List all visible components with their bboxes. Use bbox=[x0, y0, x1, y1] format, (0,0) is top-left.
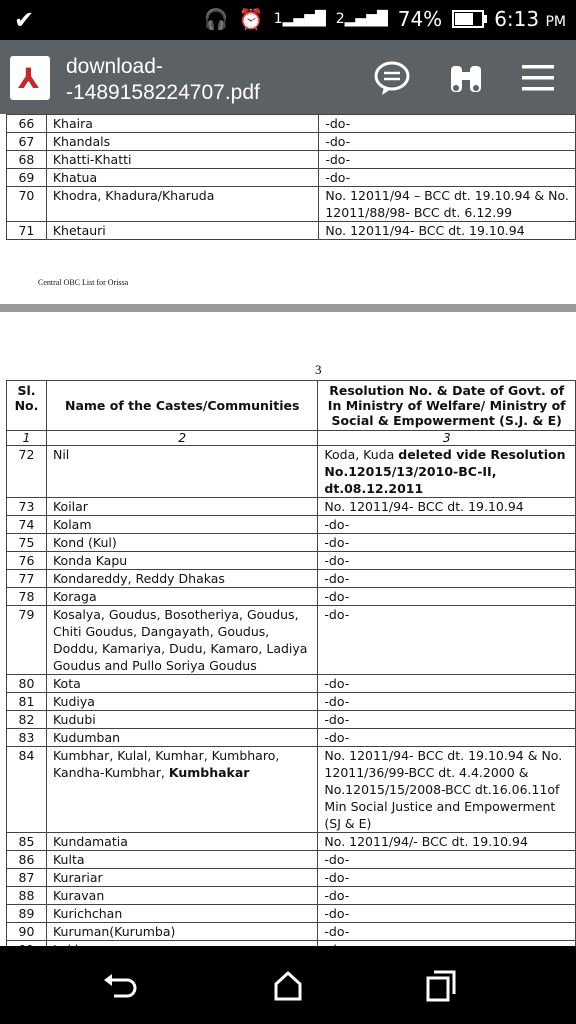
row-number: 80 bbox=[7, 675, 47, 693]
caste-name: Kuruman(Kurumba) bbox=[46, 923, 317, 941]
row-number: 88 bbox=[7, 887, 47, 905]
row-number: 74 bbox=[7, 516, 47, 534]
resolution: -do- bbox=[318, 729, 576, 747]
caste-name: Konda Kapu bbox=[46, 552, 317, 570]
pdf-page bbox=[0, 114, 576, 304]
navigation-bar bbox=[0, 946, 576, 1024]
resolution: -do- bbox=[319, 115, 576, 133]
table-row bbox=[7, 222, 576, 240]
resolution: No. 12011/94- BCC dt. 19.10.94 bbox=[318, 498, 576, 516]
resolution: -do- bbox=[318, 534, 576, 552]
table-row bbox=[7, 851, 576, 869]
document-title: download- -1489158224707.pdf bbox=[66, 55, 260, 104]
row-number: 66 bbox=[7, 115, 47, 133]
table-row bbox=[7, 169, 576, 187]
table-row bbox=[7, 606, 576, 675]
table-row bbox=[7, 498, 576, 516]
signal-sim1-icon: 1▂▄▆█ bbox=[273, 11, 326, 27]
caste-name: Kond (Kul) bbox=[46, 534, 317, 552]
header-resolution: Resolution No. & Date of Govt. of In Ministry of Welfare/ Ministry of Social & Empowerment (S.J. & E) bbox=[318, 381, 576, 431]
row-number: 73 bbox=[7, 498, 47, 516]
caste-name: Koraga bbox=[46, 588, 317, 606]
row-number: 89 bbox=[7, 905, 47, 923]
pdf-file-icon: ⅄ bbox=[10, 56, 50, 100]
resolution: -do- bbox=[318, 887, 576, 905]
resolution: -do- bbox=[319, 133, 576, 151]
headset-icon: 🎧 bbox=[203, 7, 229, 31]
table-row bbox=[7, 693, 576, 711]
caste-name: Nil bbox=[46, 446, 317, 498]
hamburger-menu-icon bbox=[518, 58, 558, 98]
table-row bbox=[7, 115, 576, 133]
status-icons bbox=[204, 7, 566, 31]
table-row bbox=[7, 588, 576, 606]
col-index: 1 bbox=[7, 431, 47, 446]
row-number: 86 bbox=[7, 851, 47, 869]
battery-icon bbox=[452, 10, 484, 28]
table-row bbox=[7, 552, 576, 570]
table-row bbox=[7, 133, 576, 151]
table-row bbox=[7, 516, 576, 534]
column-index-row bbox=[7, 431, 576, 446]
caste-name: Khodra, Khadura/Kharuda bbox=[46, 187, 319, 222]
table-row bbox=[7, 747, 576, 833]
resolution: -do- bbox=[318, 516, 576, 534]
resolution: -do- bbox=[318, 552, 576, 570]
row-number: 83 bbox=[7, 729, 47, 747]
header-sl-no: Sl. No. bbox=[7, 381, 47, 431]
row-number: 77 bbox=[7, 570, 47, 588]
home-button[interactable] bbox=[268, 966, 308, 1006]
row-number: 75 bbox=[7, 534, 47, 552]
row-number: 90 bbox=[7, 923, 47, 941]
resolution: -do- bbox=[318, 606, 576, 675]
resolution: -do- bbox=[318, 693, 576, 711]
pdf-viewer[interactable] bbox=[0, 114, 576, 946]
row-number: 68 bbox=[7, 151, 47, 169]
back-icon bbox=[100, 966, 140, 1006]
table-row bbox=[7, 187, 576, 222]
table-row bbox=[7, 905, 576, 923]
chat-bubble-icon bbox=[372, 58, 412, 98]
caste-name: Kulta bbox=[46, 851, 317, 869]
row-number: 70 bbox=[7, 187, 47, 222]
row-number: 82 bbox=[7, 711, 47, 729]
table-row bbox=[7, 570, 576, 588]
page-footer: Central OBC List for Orissa bbox=[38, 278, 129, 287]
recent-apps-icon bbox=[420, 966, 460, 1006]
caste-name: Khandals bbox=[46, 133, 319, 151]
obc-table bbox=[6, 114, 576, 240]
row-number: 76 bbox=[7, 552, 47, 570]
row-number: 71 bbox=[7, 222, 47, 240]
caste-name: Kurariar bbox=[46, 869, 317, 887]
caste-name: Kondareddy, Reddy Dhakas bbox=[46, 570, 317, 588]
table-row bbox=[7, 869, 576, 887]
caste-name: Kudubi bbox=[46, 711, 317, 729]
row-number: 67 bbox=[7, 133, 47, 151]
caste-name: Khaira bbox=[46, 115, 319, 133]
caste-name: Kudumban bbox=[46, 729, 317, 747]
table-row bbox=[7, 923, 576, 941]
resolution: -do- bbox=[319, 169, 576, 187]
resolution: -do- bbox=[318, 869, 576, 887]
search-button[interactable] bbox=[446, 58, 486, 98]
battery-percent: 74% bbox=[397, 7, 443, 31]
comments-button[interactable] bbox=[372, 58, 412, 98]
col-index: 2 bbox=[46, 431, 317, 446]
back-button[interactable] bbox=[100, 966, 140, 1006]
table-row bbox=[7, 534, 576, 552]
resolution: No. 12011/94/- BCC dt. 19.10.94 bbox=[318, 833, 576, 851]
caste-name: Khatti-Khatti bbox=[46, 151, 319, 169]
table-row bbox=[7, 151, 576, 169]
header-caste-name: Name of the Castes/Communities bbox=[46, 381, 317, 431]
table-row bbox=[7, 833, 576, 851]
resolution: -do- bbox=[318, 851, 576, 869]
table-row bbox=[7, 711, 576, 729]
signal-sim2-icon: 2▂▄▆█ bbox=[335, 11, 388, 27]
row-number: 85 bbox=[7, 833, 47, 851]
pdf-page bbox=[0, 312, 576, 952]
alarm-icon: ⏰ bbox=[238, 7, 264, 31]
binoculars-icon bbox=[446, 58, 486, 98]
home-icon bbox=[268, 966, 308, 1006]
page-number: 3 bbox=[315, 362, 322, 377]
caste-name: Khatua bbox=[46, 169, 319, 187]
resolution: -do- bbox=[318, 675, 576, 693]
caste-name: Kurichchan bbox=[46, 905, 317, 923]
table-row bbox=[7, 729, 576, 747]
resolution: No. 12011/94- BCC dt. 19.10.94 bbox=[319, 222, 576, 240]
col-index: 3 bbox=[318, 431, 576, 446]
status-bar bbox=[0, 0, 576, 40]
resolution: -do- bbox=[318, 588, 576, 606]
row-number: 78 bbox=[7, 588, 47, 606]
caste-name: Kudiya bbox=[46, 693, 317, 711]
resolution: -do- bbox=[318, 570, 576, 588]
table-row bbox=[7, 446, 576, 498]
clock: 6:13 PM bbox=[494, 7, 566, 31]
table-row bbox=[7, 675, 576, 693]
resolution: -do- bbox=[318, 905, 576, 923]
row-number: 87 bbox=[7, 869, 47, 887]
obc-table bbox=[6, 380, 576, 995]
resolution: No. 12011/94- BCC dt. 19.10.94 & No. 12011/36/99-BCC dt. 4.4.2000 & No.12015/15/2008-BCC dt.16.06.11of Min Social Justice and Empowerment (SJ & E) bbox=[318, 747, 576, 833]
row-number: 72 bbox=[7, 446, 47, 498]
check-icon: ✔ bbox=[14, 6, 35, 34]
caste-name: Kosalya, Goudus, Bosotheriya, Goudus, Chiti Goudus, Dangayath, Goudus, Doddu, Kamariya, Dudu, Kamaro, Ladiya Goudus and Pullo Soriya Goudus bbox=[46, 606, 317, 675]
caste-name: Khetauri bbox=[46, 222, 319, 240]
table-header-row bbox=[7, 381, 576, 431]
resolution: No. 12011/94 – BCC dt. 19.10.94 & No. 12011/88/98- BCC dt. 6.12.99 bbox=[319, 187, 576, 222]
caste-name: Koilar bbox=[46, 498, 317, 516]
resolution: -do- bbox=[319, 151, 576, 169]
app-bar bbox=[0, 40, 576, 114]
caste-name: Kumbhar, Kulal, Kumhar, Kumbharo, Kandha-Kumbhar, Kumbhakar bbox=[46, 747, 317, 833]
row-number: 79 bbox=[7, 606, 47, 675]
row-number: 69 bbox=[7, 169, 47, 187]
row-number: 81 bbox=[7, 693, 47, 711]
resolution: Koda, Kuda deleted vide Resolution No.12015/13/2010-BC-II, dt.08.12.2011 bbox=[318, 446, 576, 498]
caste-name: Kuravan bbox=[46, 887, 317, 905]
table-row bbox=[7, 887, 576, 905]
caste-name: Kolam bbox=[46, 516, 317, 534]
resolution: -do- bbox=[318, 711, 576, 729]
recent-apps-button[interactable] bbox=[420, 966, 460, 1006]
menu-button[interactable] bbox=[518, 58, 558, 98]
caste-name: Kota bbox=[46, 675, 317, 693]
caste-name: Kundamatia bbox=[46, 833, 317, 851]
row-number: 84 bbox=[7, 747, 47, 833]
resolution: -do- bbox=[318, 923, 576, 941]
